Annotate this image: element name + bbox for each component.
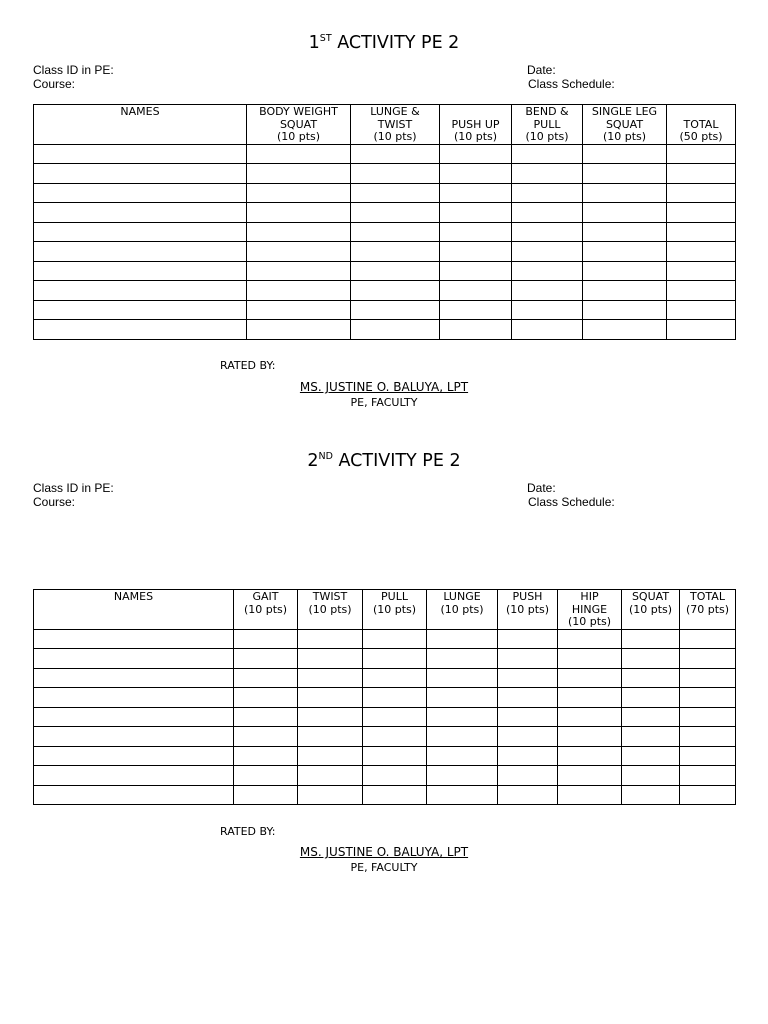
table-cell xyxy=(583,261,667,281)
table-cell xyxy=(351,144,440,164)
table-row xyxy=(34,707,736,727)
table-cell xyxy=(351,222,440,242)
table-cell xyxy=(34,242,247,262)
table-cell xyxy=(363,766,427,786)
table-cell xyxy=(298,727,363,747)
table-cell xyxy=(34,183,247,203)
table-cell xyxy=(680,668,736,688)
table-cell xyxy=(427,629,498,649)
table-cell xyxy=(498,688,558,708)
table-row xyxy=(34,261,736,281)
table-cell xyxy=(34,746,234,766)
table-cell xyxy=(622,688,680,708)
table-cell xyxy=(583,320,667,340)
table-cell xyxy=(680,629,736,649)
table-row xyxy=(34,242,736,262)
table-cell xyxy=(667,222,736,242)
table-cell xyxy=(363,707,427,727)
table-cell xyxy=(351,242,440,262)
table-cell xyxy=(622,629,680,649)
activity2-rater-name: MS. JUSTINE O. BALUYA, LPT xyxy=(299,845,469,859)
table-row xyxy=(34,688,736,708)
table-cell xyxy=(512,242,583,262)
activity2-column-header: LUNGE (10 pts) xyxy=(427,590,498,630)
table-cell xyxy=(498,668,558,688)
table-cell xyxy=(498,785,558,805)
table-cell xyxy=(622,707,680,727)
table-cell xyxy=(298,688,363,708)
table-cell xyxy=(298,766,363,786)
table-row xyxy=(34,300,736,320)
table-cell xyxy=(247,261,351,281)
activity1-date-label: Date: xyxy=(527,63,556,77)
table-cell xyxy=(512,203,583,223)
table-cell xyxy=(234,668,298,688)
activity2-column-header: PULL (10 pts) xyxy=(363,590,427,630)
table-cell xyxy=(427,688,498,708)
table-cell xyxy=(363,649,427,669)
table-cell xyxy=(622,785,680,805)
table-cell xyxy=(34,300,247,320)
table-cell xyxy=(234,746,298,766)
table-cell xyxy=(558,746,622,766)
table-cell xyxy=(680,688,736,708)
table-cell xyxy=(351,183,440,203)
table-cell xyxy=(247,300,351,320)
table-cell xyxy=(34,261,247,281)
table-cell xyxy=(427,766,498,786)
table-cell xyxy=(363,785,427,805)
activity2-column-header: TWIST (10 pts) xyxy=(298,590,363,630)
table-row xyxy=(34,164,736,184)
activity1-rater-signature xyxy=(0,380,768,394)
activity1-column-header: PUSH UP (10 pts) xyxy=(440,105,512,145)
table-cell xyxy=(440,222,512,242)
table-cell xyxy=(622,766,680,786)
table-row xyxy=(34,203,736,223)
table-cell xyxy=(234,785,298,805)
table-row xyxy=(34,320,736,340)
table-cell xyxy=(558,629,622,649)
table-cell xyxy=(583,144,667,164)
table-cell xyxy=(512,320,583,340)
table-cell xyxy=(427,649,498,669)
table-cell xyxy=(583,164,667,184)
table-cell xyxy=(363,746,427,766)
activity2-score-table xyxy=(33,589,736,805)
table-row xyxy=(34,668,736,688)
table-cell xyxy=(667,183,736,203)
table-cell xyxy=(34,203,247,223)
table-cell xyxy=(34,281,247,301)
table-cell xyxy=(558,707,622,727)
activity2-column-header: PUSH (10 pts) xyxy=(498,590,558,630)
table-cell xyxy=(440,320,512,340)
table-cell xyxy=(351,164,440,184)
table-cell xyxy=(512,183,583,203)
table-cell xyxy=(512,144,583,164)
table-cell xyxy=(583,222,667,242)
table-cell xyxy=(583,300,667,320)
table-cell xyxy=(34,785,234,805)
table-cell xyxy=(667,144,736,164)
table-cell xyxy=(298,668,363,688)
activity2-column-header: HIP HINGE (10 pts) xyxy=(558,590,622,630)
activity2-column-header: TOTAL (70 pts) xyxy=(680,590,736,630)
table-cell xyxy=(667,320,736,340)
table-cell xyxy=(34,164,247,184)
table-cell xyxy=(498,707,558,727)
activity1-header-row xyxy=(34,105,736,145)
table-cell xyxy=(680,727,736,747)
table-cell xyxy=(247,144,351,164)
table-cell xyxy=(234,629,298,649)
table-cell xyxy=(667,164,736,184)
table-cell xyxy=(34,629,234,649)
activity1-column-header: SINGLE LEG SQUAT (10 pts) xyxy=(583,105,667,145)
activity2-column-header: NAMES xyxy=(34,590,234,630)
table-cell xyxy=(680,649,736,669)
table-cell xyxy=(34,688,234,708)
activity1-rater-name: MS. JUSTINE O. BALUYA, LPT xyxy=(299,380,469,394)
table-cell xyxy=(680,746,736,766)
table-cell xyxy=(427,746,498,766)
table-row xyxy=(34,727,736,747)
table-cell xyxy=(498,766,558,786)
table-cell xyxy=(440,183,512,203)
table-cell xyxy=(583,281,667,301)
table-cell xyxy=(558,727,622,747)
activity1-column-header: NAMES xyxy=(34,105,247,145)
table-cell xyxy=(247,320,351,340)
activity2-title-text: ACTIVITY PE 2 xyxy=(332,451,461,471)
table-cell xyxy=(351,300,440,320)
activity1-column-header: BODY WEIGHT SQUAT (10 pts) xyxy=(247,105,351,145)
table-cell xyxy=(351,281,440,301)
table-cell xyxy=(583,203,667,223)
table-row xyxy=(34,281,736,301)
table-cell xyxy=(298,649,363,669)
table-cell xyxy=(440,261,512,281)
table-cell xyxy=(440,203,512,223)
activity1-title xyxy=(0,32,768,57)
table-cell xyxy=(498,727,558,747)
table-cell xyxy=(234,727,298,747)
table-cell xyxy=(34,766,234,786)
table-cell xyxy=(234,688,298,708)
table-cell xyxy=(558,668,622,688)
table-row xyxy=(34,183,736,203)
activity2-class-id-label: Class ID in PE: xyxy=(33,481,114,495)
table-cell xyxy=(427,668,498,688)
table-cell xyxy=(512,261,583,281)
table-cell xyxy=(498,746,558,766)
table-cell xyxy=(34,144,247,164)
table-cell xyxy=(498,629,558,649)
activity2-column-header: GAIT (10 pts) xyxy=(234,590,298,630)
table-cell xyxy=(298,707,363,727)
table-cell xyxy=(558,688,622,708)
activity1-course-label: Course: xyxy=(33,77,76,91)
table-cell xyxy=(622,649,680,669)
table-cell xyxy=(667,203,736,223)
table-row xyxy=(34,144,736,164)
table-row xyxy=(34,746,736,766)
table-cell xyxy=(234,649,298,669)
activity1-schedule-label: Class Schedule: xyxy=(528,77,615,91)
table-cell xyxy=(440,242,512,262)
activity2-title xyxy=(0,450,768,475)
table-cell xyxy=(427,727,498,747)
table-cell xyxy=(351,203,440,223)
table-cell xyxy=(34,320,247,340)
table-cell xyxy=(298,785,363,805)
activity1-column-header: LUNGE & TWIST (10 pts) xyxy=(351,105,440,145)
table-cell xyxy=(363,629,427,649)
table-cell xyxy=(351,261,440,281)
table-cell xyxy=(34,649,234,669)
table-cell xyxy=(234,707,298,727)
table-cell xyxy=(247,164,351,184)
table-cell xyxy=(440,164,512,184)
table-row xyxy=(34,785,736,805)
activity2-title-number: 2 xyxy=(307,451,319,471)
activity2-column-header: SQUAT (10 pts) xyxy=(622,590,680,630)
table-cell xyxy=(583,242,667,262)
table-cell xyxy=(622,746,680,766)
table-cell xyxy=(247,222,351,242)
activity1-rater-title: PE, FACULTY xyxy=(350,396,418,409)
table-cell xyxy=(622,727,680,747)
table-cell xyxy=(298,746,363,766)
table-cell xyxy=(34,222,247,242)
activity2-schedule-label: Class Schedule: xyxy=(528,495,615,509)
table-cell xyxy=(247,183,351,203)
activity1-table-body xyxy=(34,144,736,339)
table-cell xyxy=(247,281,351,301)
table-cell xyxy=(247,242,351,262)
activity1-title-number: 1 xyxy=(308,33,320,53)
table-row xyxy=(34,629,736,649)
table-cell xyxy=(512,281,583,301)
table-cell xyxy=(34,727,234,747)
activity2-title-superscript: ND xyxy=(318,451,333,462)
table-cell xyxy=(667,261,736,281)
table-cell xyxy=(622,668,680,688)
table-row xyxy=(34,766,736,786)
table-cell xyxy=(298,629,363,649)
table-cell xyxy=(512,164,583,184)
table-cell xyxy=(558,785,622,805)
table-cell xyxy=(680,785,736,805)
table-cell xyxy=(558,766,622,786)
activity2-rater-signature xyxy=(0,845,768,859)
table-cell xyxy=(427,707,498,727)
activity2-table-body xyxy=(34,629,736,805)
table-cell xyxy=(363,668,427,688)
activity2-rated-by-label: RATED BY: xyxy=(220,825,276,838)
table-cell xyxy=(440,144,512,164)
table-cell xyxy=(34,707,234,727)
table-cell xyxy=(440,281,512,301)
activity1-rated-by-label: RATED BY: xyxy=(220,359,276,372)
table-cell xyxy=(558,649,622,669)
table-cell xyxy=(512,300,583,320)
table-row xyxy=(34,649,736,669)
activity1-column-header: TOTAL (50 pts) xyxy=(667,105,736,145)
table-row xyxy=(34,222,736,242)
table-cell xyxy=(680,707,736,727)
table-cell xyxy=(498,649,558,669)
activity2-rater-title: PE, FACULTY xyxy=(350,861,418,874)
activity1-class-id-label: Class ID in PE: xyxy=(33,63,114,77)
table-cell xyxy=(351,320,440,340)
table-cell xyxy=(440,300,512,320)
table-cell xyxy=(680,766,736,786)
activity2-course-label: Course: xyxy=(33,495,76,509)
table-cell xyxy=(363,688,427,708)
table-cell xyxy=(667,281,736,301)
table-cell xyxy=(427,785,498,805)
activity2-date-label: Date: xyxy=(527,481,556,495)
table-cell xyxy=(512,222,583,242)
table-cell xyxy=(667,242,736,262)
activity2-header-row xyxy=(34,590,736,630)
table-cell xyxy=(34,668,234,688)
activity1-title-superscript: ST xyxy=(319,33,332,44)
table-cell xyxy=(247,203,351,223)
table-cell xyxy=(363,727,427,747)
activity1-column-header: BEND & PULL (10 pts) xyxy=(512,105,583,145)
table-cell xyxy=(234,766,298,786)
table-cell xyxy=(583,183,667,203)
activity1-title-text: ACTIVITY PE 2 xyxy=(331,33,460,53)
activity1-score-table xyxy=(33,104,736,340)
table-cell xyxy=(667,300,736,320)
